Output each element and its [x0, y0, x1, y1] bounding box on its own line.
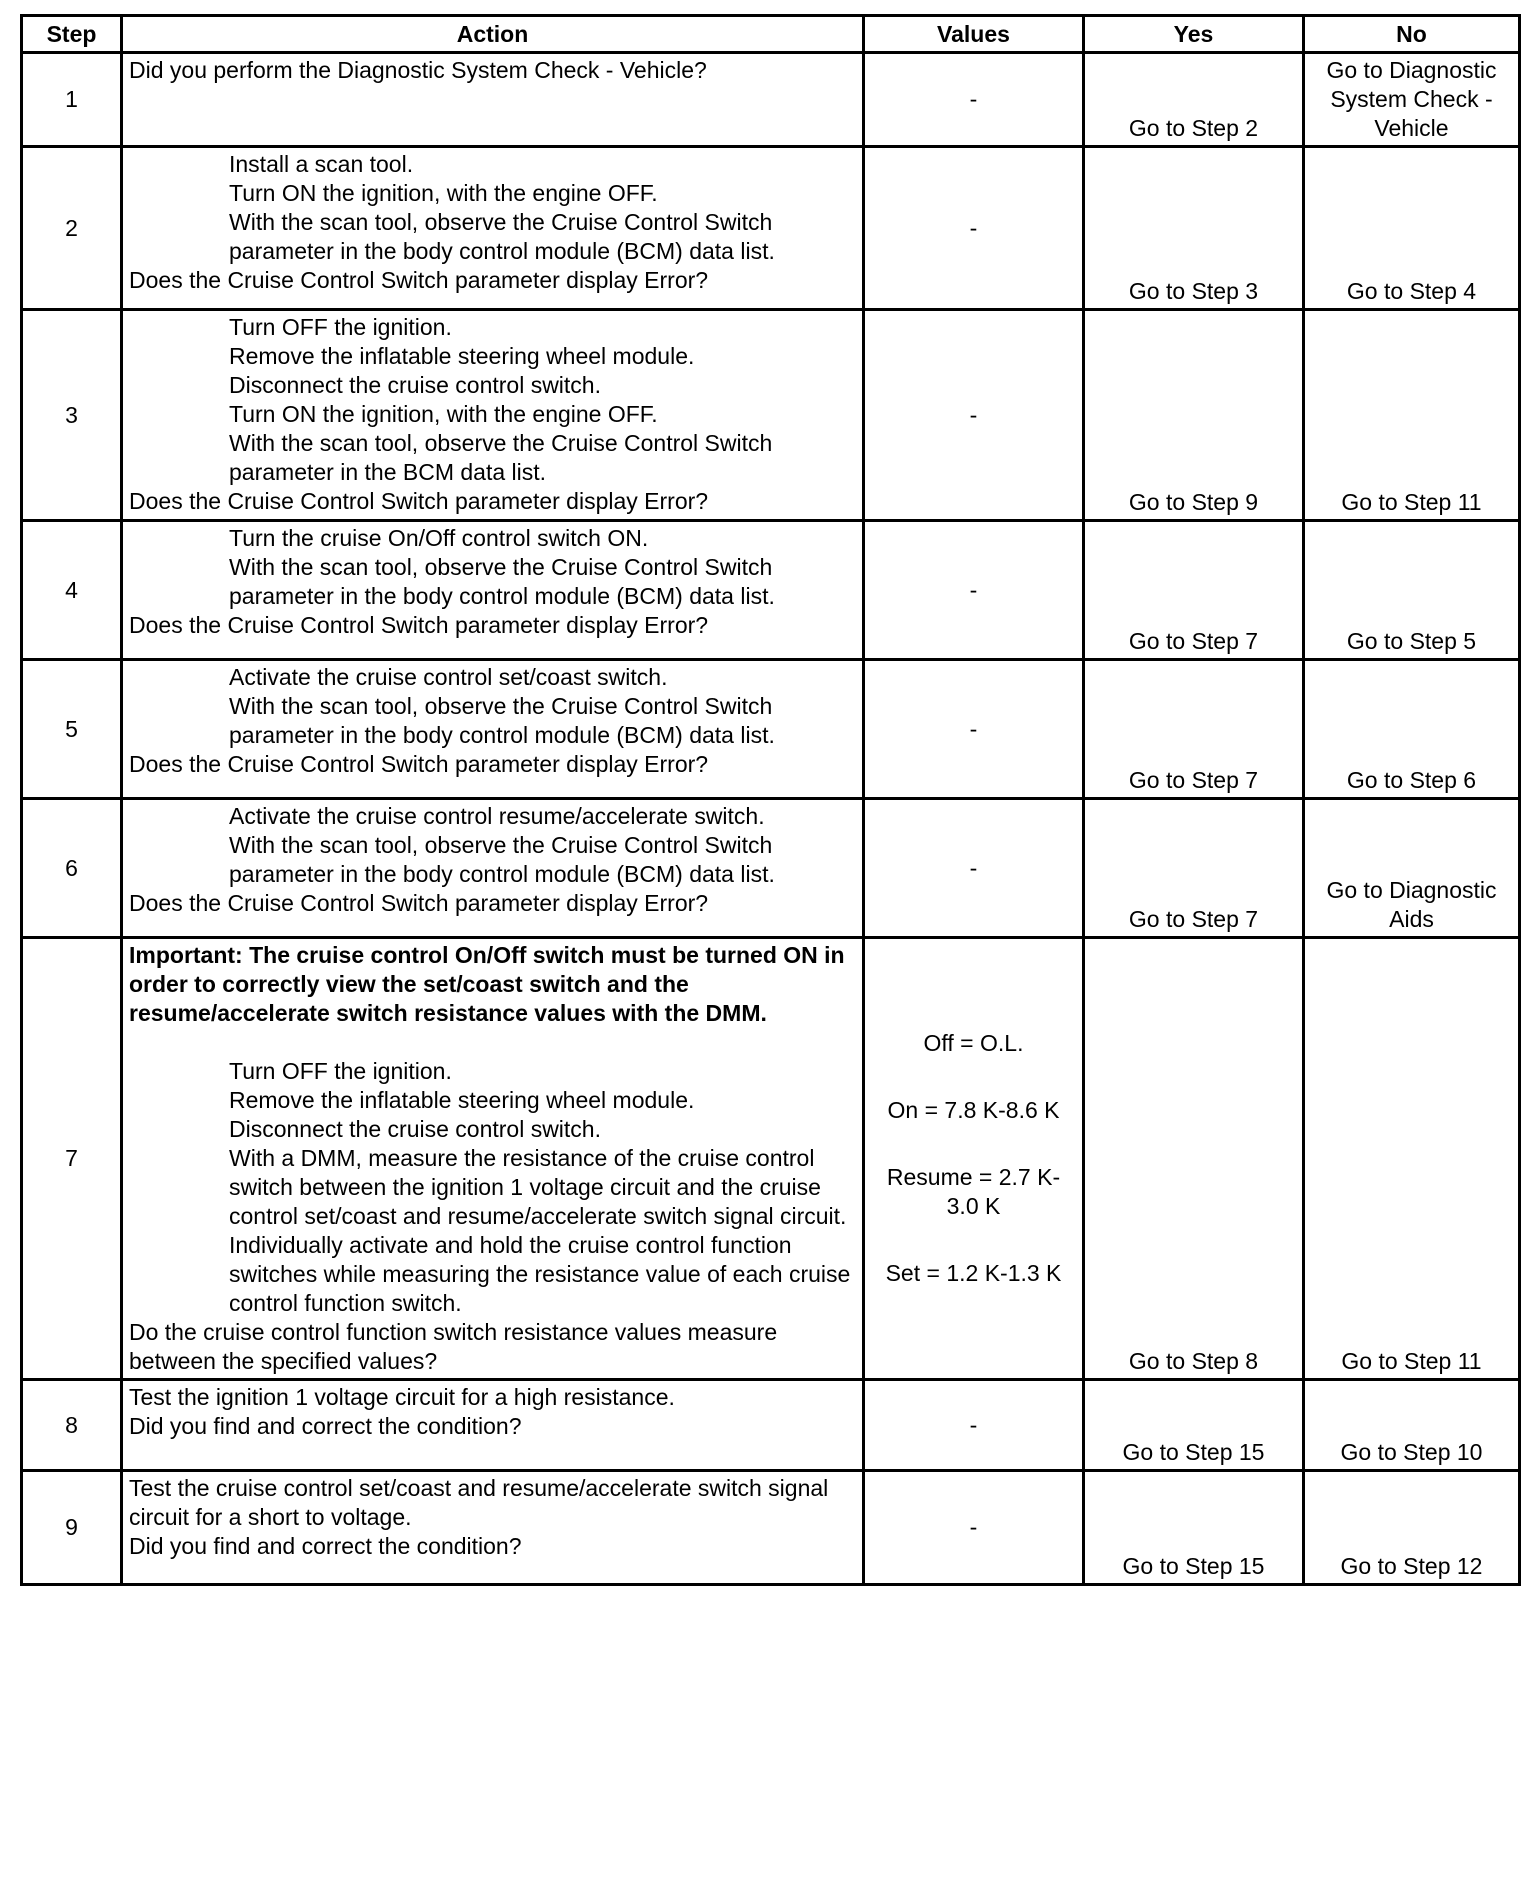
no-cell: Go to Step 11 — [1304, 938, 1520, 1380]
action-question: Does the Cruise Control Switch parameter display Error? — [129, 751, 709, 777]
instruction-item: With a DMM, measure the resistance of the cruise control switch between the ignition 1 voltage circuit and the cruise control set/coast and resume/accelerate switch signal circuit. — [229, 1145, 847, 1229]
instruction-item: With the scan tool, observe the Cruise Control Switch parameter in the BCM data list. — [229, 430, 773, 485]
step-number: 7 — [22, 938, 122, 1380]
table-header-row — [22, 16, 1520, 53]
values-cell: - — [864, 660, 1084, 799]
instruction-item: Turn the cruise On/Off control switch ON. — [229, 525, 649, 551]
instruction-item: Remove the inflatable steering wheel module. — [229, 343, 695, 369]
yes-cell: Go to Step 7 — [1084, 799, 1304, 938]
values-cell: - — [864, 310, 1084, 521]
step-number: 2 — [22, 147, 122, 310]
instruction-item: Activate the cruise control resume/accelerate switch. — [229, 803, 765, 829]
action-question: Does the Cruise Control Switch parameter display Error? — [129, 267, 709, 293]
header-yes: Yes — [1084, 16, 1304, 53]
action-cell — [122, 53, 864, 147]
instruction-list — [129, 802, 856, 889]
values-cell: - — [864, 53, 1084, 147]
instruction-item: Individually activate and hold the cruise control function switches while measuring the resistance value of each cruise control function switch. — [229, 1232, 851, 1316]
header-step: Step — [22, 16, 122, 53]
instruction-item: Activate the cruise control set/coast switch. — [229, 664, 668, 690]
instruction-item: Turn OFF the ignition. — [229, 314, 452, 340]
instruction-list — [129, 150, 856, 266]
value-off: Off = O.L. — [923, 1030, 1024, 1056]
action-question: Does the Cruise Control Switch parameter display Error? — [129, 488, 709, 514]
table-row — [22, 53, 1520, 147]
action-statement: Test the cruise control set/coast and resume/accelerate switch signal circuit for a short to voltage. — [129, 1475, 829, 1530]
no-cell: Go to Step 11 — [1304, 310, 1520, 521]
instruction-item: Install a scan tool. — [229, 151, 414, 177]
table-row — [22, 938, 1520, 1380]
no-cell: Go to Diagnostic Aids — [1304, 799, 1520, 938]
instruction-list — [129, 663, 856, 750]
yes-cell: Go to Step 8 — [1084, 938, 1304, 1380]
action-cell — [122, 799, 864, 938]
action-question: Does the Cruise Control Switch parameter display Error? — [129, 890, 709, 916]
yes-cell: Go to Step 3 — [1084, 147, 1304, 310]
header-no: No — [1304, 16, 1520, 53]
instruction-item: Turn ON the ignition, with the engine OFF. — [229, 401, 658, 427]
action-cell — [122, 1380, 864, 1471]
step-number: 8 — [22, 1380, 122, 1471]
no-cell: Go to Step 5 — [1304, 521, 1520, 660]
step-number: 6 — [22, 799, 122, 938]
value-on: On = 7.8 K-8.6 K — [887, 1097, 1060, 1123]
values-cell: - — [864, 1471, 1084, 1585]
action-question: Did you find and correct the condition? — [129, 1413, 522, 1439]
values-cell: - — [864, 521, 1084, 660]
action-statement: Test the ignition 1 voltage circuit for a high resistance. — [129, 1384, 675, 1410]
yes-cell: Go to Step 7 — [1084, 521, 1304, 660]
important-note: Important: The cruise control On/Off switch must be turned ON in order to correctly view the set/coast switch and the resume/accelerate switch resistance values with the DMM. — [129, 942, 845, 1026]
values-cell: - — [864, 1380, 1084, 1471]
values-cell: - — [864, 799, 1084, 938]
instruction-item: With the scan tool, observe the Cruise Control Switch parameter in the body control module (BCM) data list. — [229, 693, 775, 748]
header-action: Action — [122, 16, 864, 53]
instruction-list — [129, 524, 856, 611]
table-row — [22, 147, 1520, 310]
yes-cell: Go to Step 15 — [1084, 1471, 1304, 1585]
yes-cell: Go to Step 2 — [1084, 53, 1304, 147]
step-number: 9 — [22, 1471, 122, 1585]
no-cell: Go to Step 12 — [1304, 1471, 1520, 1585]
action-cell — [122, 521, 864, 660]
instruction-item: With the scan tool, observe the Cruise Control Switch parameter in the body control module (BCM) data list. — [229, 832, 775, 887]
table-row — [22, 310, 1520, 521]
yes-cell: Go to Step 7 — [1084, 660, 1304, 799]
no-cell: Go to Step 6 — [1304, 660, 1520, 799]
action-cell — [122, 1471, 864, 1585]
step-number: 5 — [22, 660, 122, 799]
header-values: Values — [864, 16, 1084, 53]
instruction-list — [129, 1057, 856, 1318]
yes-cell: Go to Step 15 — [1084, 1380, 1304, 1471]
no-cell: Go to Step 4 — [1304, 147, 1520, 310]
instruction-item: Turn ON the ignition, with the engine OFF. — [229, 180, 658, 206]
values-cell: - — [864, 147, 1084, 310]
value-set: Set = 1.2 K-1.3 K — [885, 1260, 1062, 1286]
values-cell — [864, 938, 1084, 1380]
action-cell — [122, 310, 864, 521]
action-question: Does the Cruise Control Switch parameter display Error? — [129, 612, 709, 638]
action-question: Did you perform the Diagnostic System Check - Vehicle? — [129, 57, 707, 83]
yes-cell: Go to Step 9 — [1084, 310, 1304, 521]
instruction-item: Remove the inflatable steering wheel module. — [229, 1087, 695, 1113]
step-number: 1 — [22, 53, 122, 147]
action-cell — [122, 660, 864, 799]
no-cell: Go to Step 10 — [1304, 1380, 1520, 1471]
value-resume: Resume = 2.7 K-3.0 K — [886, 1164, 1061, 1219]
table-row — [22, 799, 1520, 938]
table-row — [22, 1471, 1520, 1585]
action-cell — [122, 938, 864, 1380]
instruction-item: With the scan tool, observe the Cruise Control Switch parameter in the body control module (BCM) data list. — [229, 554, 775, 609]
instruction-item: With the scan tool, observe the Cruise Control Switch parameter in the body control module (BCM) data list. — [229, 209, 775, 264]
step-number: 3 — [22, 310, 122, 521]
action-question: Did you find and correct the condition? — [129, 1533, 522, 1559]
instruction-list — [129, 313, 856, 487]
step-number: 4 — [22, 521, 122, 660]
action-question: Do the cruise control function switch resistance values measure between the specified values? — [129, 1319, 778, 1374]
table-row — [22, 1380, 1520, 1471]
table-row — [22, 660, 1520, 799]
diagnostic-table — [20, 14, 1521, 1586]
instruction-item: Turn OFF the ignition. — [229, 1058, 452, 1084]
instruction-item: Disconnect the cruise control switch. — [229, 1116, 601, 1142]
action-cell — [122, 147, 864, 310]
table-row — [22, 521, 1520, 660]
instruction-item: Disconnect the cruise control switch. — [229, 372, 601, 398]
no-cell: Go to Diagnostic System Check - Vehicle — [1304, 53, 1520, 147]
